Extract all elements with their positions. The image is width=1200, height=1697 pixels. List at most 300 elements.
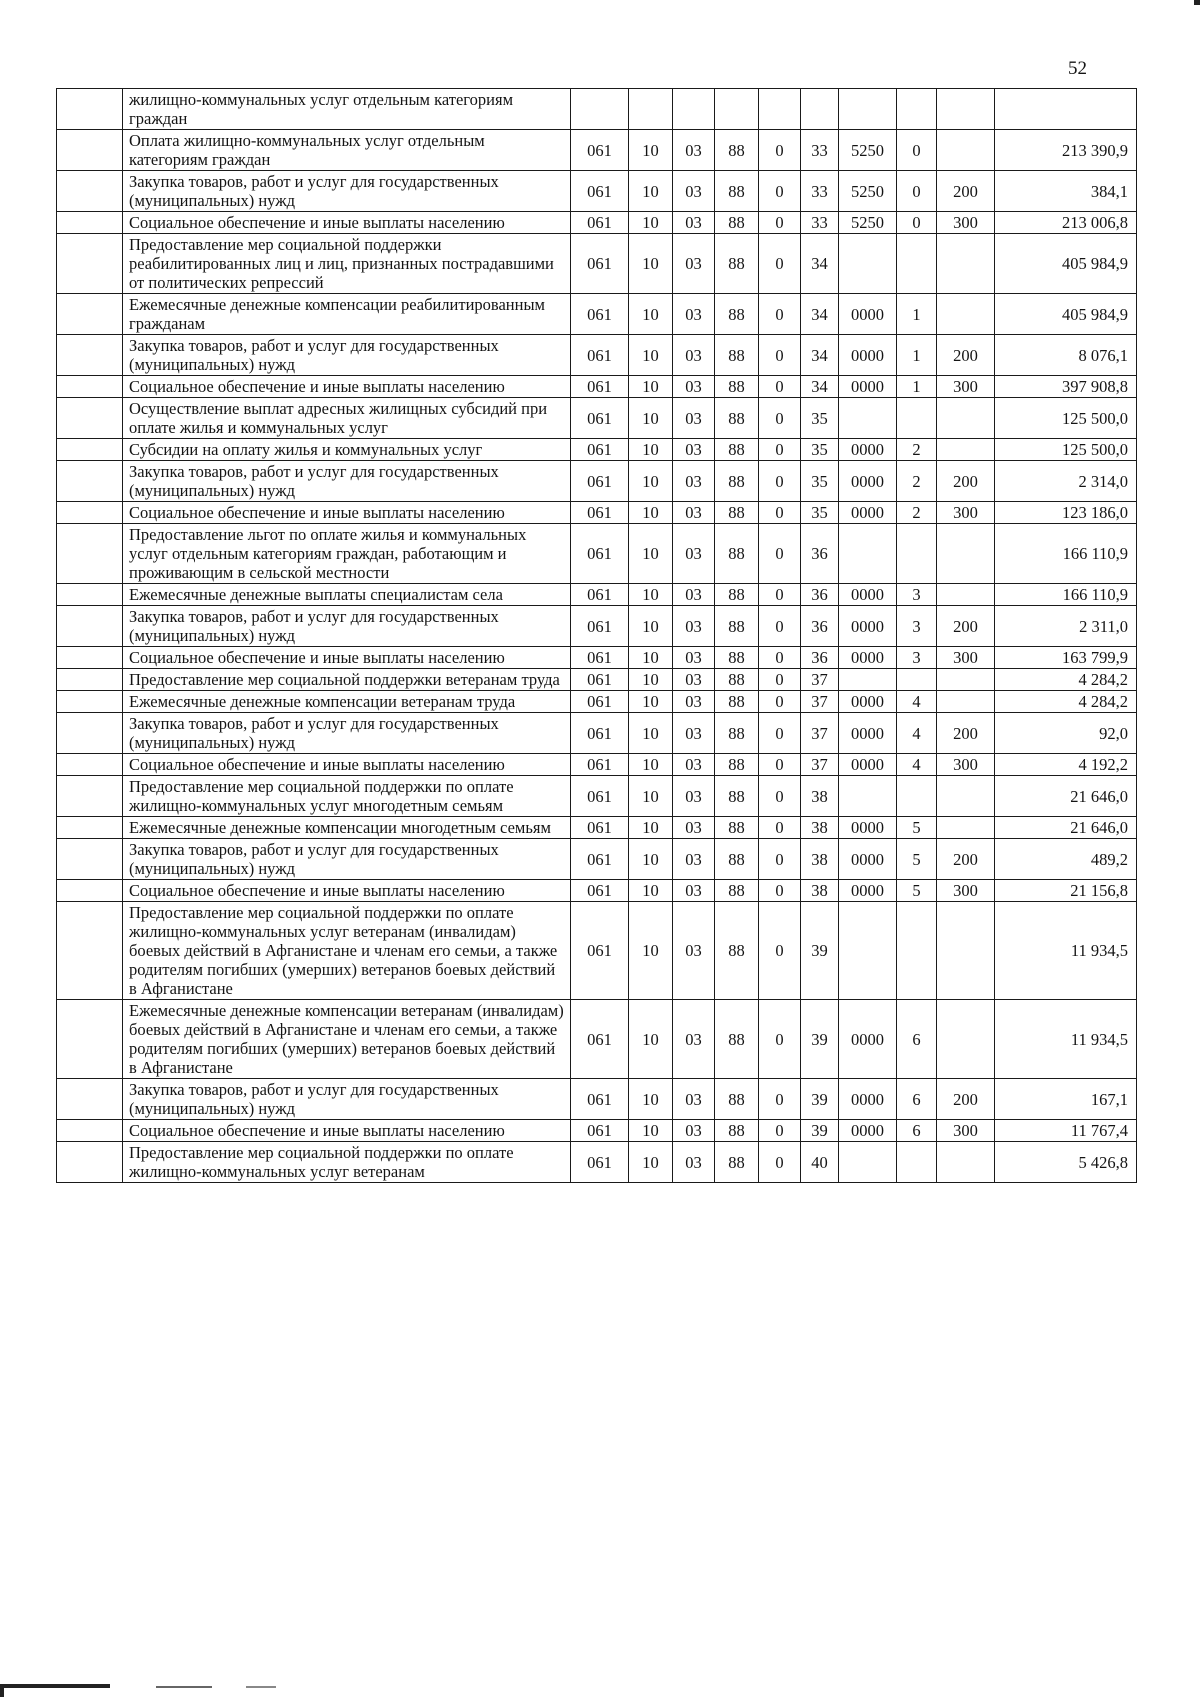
code-cell-rz: 10: [629, 902, 673, 1000]
code-cell-p3: 37: [801, 691, 839, 713]
code-cell-p2: 0: [759, 713, 801, 754]
code-cell-p5: [897, 234, 937, 294]
amount-cell: 405 984,9: [995, 234, 1137, 294]
code-cell-p2: 0: [759, 902, 801, 1000]
table-row: [57, 713, 1137, 754]
code-cell-p1: 88: [715, 524, 759, 584]
code-cell-p4: 0000: [839, 647, 897, 669]
code-cell-p1: 88: [715, 1142, 759, 1183]
code-cell-p1: 88: [715, 1079, 759, 1120]
expense-name-cell: Социальное обеспечение и иные выплаты населению: [123, 212, 571, 234]
row-number-cell: [57, 584, 123, 606]
code-cell-pr: 03: [673, 691, 715, 713]
code-cell-p2: 0: [759, 817, 801, 839]
expense-name-cell: Закупка товаров, работ и услуг для государственных (муниципальных) нужд: [123, 713, 571, 754]
code-cell-p1: 88: [715, 584, 759, 606]
code-cell-p1: 88: [715, 1000, 759, 1079]
code-cell-p1: 88: [715, 212, 759, 234]
code-cell-p5: 0: [897, 171, 937, 212]
row-number-cell: [57, 1142, 123, 1183]
expense-name-cell: Социальное обеспечение и иные выплаты населению: [123, 1120, 571, 1142]
expense-name-cell: Предоставление мер социальной поддержки реабилитированных лиц и лиц, признанных пострадавшими от политических репрессий: [123, 234, 571, 294]
code-cell-pr: 03: [673, 647, 715, 669]
table-row: [57, 754, 1137, 776]
code-cell-pr: 03: [673, 398, 715, 439]
code-cell-p3: 33: [801, 130, 839, 171]
row-number-cell: [57, 130, 123, 171]
code-cell-p2: 0: [759, 584, 801, 606]
code-cell-p3: 33: [801, 212, 839, 234]
code-cell-pr: [673, 89, 715, 130]
code-cell-ved: 061: [571, 1142, 629, 1183]
table-row: [57, 647, 1137, 669]
code-cell-p3: 36: [801, 606, 839, 647]
table-row: [57, 461, 1137, 502]
expense-name-cell: Ежемесячные денежные компенсации ветеранам (инвалидам) боевых действий в Афганистане и членам его семьи, а также родителям погибших (умерших) ветеранов боевых действий в Афганистане: [123, 1000, 571, 1079]
code-cell-ved: 061: [571, 902, 629, 1000]
code-cell-rz: 10: [629, 1000, 673, 1079]
amount-cell: 384,1: [995, 171, 1137, 212]
code-cell-pr: 03: [673, 1120, 715, 1142]
table-row: [57, 691, 1137, 713]
code-cell-p4: [839, 398, 897, 439]
code-cell-p2: 0: [759, 1000, 801, 1079]
code-cell-p1: 88: [715, 754, 759, 776]
table-row: [57, 335, 1137, 376]
code-cell-p1: 88: [715, 294, 759, 335]
code-cell-p5: [897, 398, 937, 439]
table-row: [57, 606, 1137, 647]
code-cell-vr: 200: [937, 171, 995, 212]
row-number-cell: [57, 335, 123, 376]
code-cell-ved: 061: [571, 776, 629, 817]
code-cell-rz: 10: [629, 439, 673, 461]
expense-name-cell: Предоставление мер социальной поддержки по оплате жилищно-коммунальных услуг ветеранам (инвалидам) боевых действий в Афганистане и членам его семьи, а также родителям погибших (умерших) ветеранов боевых действий в Афганистане: [123, 902, 571, 1000]
code-cell-p2: 0: [759, 524, 801, 584]
table-row: [57, 584, 1137, 606]
code-cell-p1: 88: [715, 376, 759, 398]
code-cell-p3: 35: [801, 439, 839, 461]
code-cell-p5: 5: [897, 839, 937, 880]
row-number-cell: [57, 1120, 123, 1142]
scan-edge-mark: [156, 1686, 212, 1688]
code-cell-ved: 061: [571, 335, 629, 376]
expense-name-cell: Оплата жилищно-коммунальных услуг отдельным категориям граждан: [123, 130, 571, 171]
code-cell-rz: 10: [629, 335, 673, 376]
table-row: [57, 502, 1137, 524]
row-number-cell: [57, 776, 123, 817]
code-cell-p3: 34: [801, 294, 839, 335]
code-cell-p4: 0000: [839, 376, 897, 398]
code-cell-pr: 03: [673, 817, 715, 839]
expense-name-cell: Закупка товаров, работ и услуг для государственных (муниципальных) нужд: [123, 839, 571, 880]
code-cell-p1: 88: [715, 439, 759, 461]
table-row: [57, 902, 1137, 1000]
amount-cell: 397 908,8: [995, 376, 1137, 398]
code-cell-vr: 300: [937, 647, 995, 669]
row-number-cell: [57, 817, 123, 839]
code-cell-p2: 0: [759, 439, 801, 461]
table-row: [57, 234, 1137, 294]
code-cell-ved: 061: [571, 647, 629, 669]
code-cell-p2: 0: [759, 1079, 801, 1120]
code-cell-vr: 200: [937, 461, 995, 502]
code-cell-p4: 0000: [839, 817, 897, 839]
row-number-cell: [57, 212, 123, 234]
code-cell-p3: 38: [801, 776, 839, 817]
amount-cell: [995, 89, 1137, 130]
code-cell-p3: 39: [801, 1000, 839, 1079]
code-cell-p1: 88: [715, 1120, 759, 1142]
code-cell-p1: [715, 89, 759, 130]
code-cell-p4: 0000: [839, 880, 897, 902]
code-cell-rz: 10: [629, 1079, 673, 1120]
code-cell-p4: 0000: [839, 584, 897, 606]
row-number-cell: [57, 439, 123, 461]
table-row: [57, 376, 1137, 398]
code-cell-vr: [937, 398, 995, 439]
scan-edge-mark: [0, 1684, 110, 1688]
code-cell-pr: 03: [673, 212, 715, 234]
row-number-cell: [57, 234, 123, 294]
code-cell-p1: 88: [715, 398, 759, 439]
expense-name-cell: Ежемесячные денежные компенсации ветеранам труда: [123, 691, 571, 713]
code-cell-p2: 0: [759, 376, 801, 398]
code-cell-p1: 88: [715, 817, 759, 839]
code-cell-p4: 0000: [839, 1000, 897, 1079]
table-row: [57, 89, 1137, 130]
code-cell-ved: 061: [571, 713, 629, 754]
expense-name-cell: жилищно-коммунальных услуг отдельным категориям граждан: [123, 89, 571, 130]
code-cell-p5: [897, 776, 937, 817]
code-cell-pr: 03: [673, 376, 715, 398]
code-cell-rz: 10: [629, 713, 673, 754]
code-cell-p2: 0: [759, 502, 801, 524]
row-number-cell: [57, 502, 123, 524]
code-cell-pr: 03: [673, 335, 715, 376]
amount-cell: 166 110,9: [995, 524, 1137, 584]
code-cell-p2: 0: [759, 294, 801, 335]
code-cell-rz: 10: [629, 754, 673, 776]
expense-name-cell: Предоставление мер социальной поддержки ветеранам труда: [123, 669, 571, 691]
code-cell-vr: 200: [937, 839, 995, 880]
row-number-cell: [57, 606, 123, 647]
expense-name-cell: Предоставление мер социальной поддержки по оплате жилищно-коммунальных услуг многодетным семьям: [123, 776, 571, 817]
code-cell-p3: 37: [801, 754, 839, 776]
code-cell-p5: 0: [897, 130, 937, 171]
row-number-cell: [57, 839, 123, 880]
code-cell-p4: 0000: [839, 1079, 897, 1120]
code-cell-p5: [897, 669, 937, 691]
code-cell-p2: 0: [759, 234, 801, 294]
scan-edge-mark: [1194, 0, 1200, 5]
code-cell-p1: 88: [715, 839, 759, 880]
row-number-cell: [57, 880, 123, 902]
table-body: [57, 89, 1137, 1183]
code-cell-p2: 0: [759, 754, 801, 776]
code-cell-p2: 0: [759, 398, 801, 439]
code-cell-p5: 3: [897, 606, 937, 647]
code-cell-vr: 200: [937, 1079, 995, 1120]
code-cell-pr: 03: [673, 584, 715, 606]
code-cell-ved: 061: [571, 234, 629, 294]
code-cell-pr: 03: [673, 524, 715, 584]
code-cell-rz: 10: [629, 461, 673, 502]
code-cell-p3: 34: [801, 335, 839, 376]
code-cell-p4: 0000: [839, 335, 897, 376]
code-cell-ved: 061: [571, 439, 629, 461]
amount-cell: 405 984,9: [995, 294, 1137, 335]
code-cell-p5: 1: [897, 294, 937, 335]
code-cell-p2: 0: [759, 1142, 801, 1183]
table-row: [57, 1120, 1137, 1142]
budget-table: [56, 88, 1137, 1183]
code-cell-vr: 300: [937, 880, 995, 902]
code-cell-p5: 4: [897, 754, 937, 776]
code-cell-p5: [897, 89, 937, 130]
amount-cell: 213 006,8: [995, 212, 1137, 234]
code-cell-vr: 200: [937, 606, 995, 647]
row-number-cell: [57, 1079, 123, 1120]
code-cell-p5: 6: [897, 1079, 937, 1120]
code-cell-rz: 10: [629, 234, 673, 294]
code-cell-p3: 38: [801, 839, 839, 880]
row-number-cell: [57, 669, 123, 691]
code-cell-p2: 0: [759, 130, 801, 171]
code-cell-p5: 2: [897, 461, 937, 502]
code-cell-vr: [937, 1000, 995, 1079]
table-row: [57, 817, 1137, 839]
code-cell-pr: 03: [673, 1142, 715, 1183]
code-cell-rz: 10: [629, 584, 673, 606]
code-cell-p3: 36: [801, 584, 839, 606]
code-cell-rz: 10: [629, 524, 673, 584]
code-cell-p4: [839, 1142, 897, 1183]
amount-cell: 11 767,4: [995, 1120, 1137, 1142]
code-cell-rz: 10: [629, 776, 673, 817]
code-cell-rz: 10: [629, 691, 673, 713]
table-row: [57, 398, 1137, 439]
code-cell-pr: 03: [673, 294, 715, 335]
code-cell-vr: [937, 524, 995, 584]
code-cell-p3: 37: [801, 713, 839, 754]
amount-cell: 125 500,0: [995, 398, 1137, 439]
code-cell-p2: 0: [759, 1120, 801, 1142]
code-cell-pr: 03: [673, 130, 715, 171]
code-cell-pr: 03: [673, 902, 715, 1000]
code-cell-rz: 10: [629, 880, 673, 902]
table-row: [57, 669, 1137, 691]
code-cell-p2: 0: [759, 461, 801, 502]
code-cell-ved: 061: [571, 1120, 629, 1142]
code-cell-vr: [937, 584, 995, 606]
code-cell-pr: 03: [673, 234, 715, 294]
row-number-cell: [57, 902, 123, 1000]
scan-edge-mark: [0, 1684, 4, 1697]
code-cell-ved: 061: [571, 669, 629, 691]
amount-cell: 4 284,2: [995, 669, 1137, 691]
code-cell-vr: [937, 669, 995, 691]
code-cell-p4: [839, 89, 897, 130]
row-number-cell: [57, 398, 123, 439]
code-cell-p1: 88: [715, 130, 759, 171]
row-number-cell: [57, 647, 123, 669]
code-cell-vr: [937, 691, 995, 713]
code-cell-p4: 0000: [839, 439, 897, 461]
code-cell-ved: 061: [571, 294, 629, 335]
code-cell-ved: 061: [571, 606, 629, 647]
code-cell-p1: 88: [715, 606, 759, 647]
code-cell-p3: 36: [801, 524, 839, 584]
code-cell-pr: 03: [673, 776, 715, 817]
code-cell-p4: 0000: [839, 1120, 897, 1142]
code-cell-pr: 03: [673, 669, 715, 691]
code-cell-ved: 061: [571, 880, 629, 902]
code-cell-vr: 300: [937, 376, 995, 398]
code-cell-rz: 10: [629, 376, 673, 398]
code-cell-p3: 37: [801, 669, 839, 691]
expense-name-cell: Социальное обеспечение и иные выплаты населению: [123, 376, 571, 398]
code-cell-p4: 0000: [839, 461, 897, 502]
amount-cell: 166 110,9: [995, 584, 1137, 606]
code-cell-vr: [937, 234, 995, 294]
code-cell-p4: [839, 669, 897, 691]
amount-cell: 11 934,5: [995, 1000, 1137, 1079]
code-cell-p4: [839, 902, 897, 1000]
expense-name-cell: Социальное обеспечение и иные выплаты населению: [123, 880, 571, 902]
code-cell-p2: 0: [759, 880, 801, 902]
code-cell-vr: 300: [937, 502, 995, 524]
code-cell-p3: 35: [801, 398, 839, 439]
code-cell-p5: 2: [897, 439, 937, 461]
code-cell-p4: 5250: [839, 212, 897, 234]
code-cell-rz: 10: [629, 817, 673, 839]
code-cell-p1: 88: [715, 234, 759, 294]
code-cell-vr: [937, 130, 995, 171]
code-cell-p3: 40: [801, 1142, 839, 1183]
code-cell-p4: 5250: [839, 171, 897, 212]
code-cell-rz: 10: [629, 606, 673, 647]
code-cell-rz: 10: [629, 130, 673, 171]
code-cell-p5: 3: [897, 647, 937, 669]
code-cell-rz: 10: [629, 1142, 673, 1183]
code-cell-p1: 88: [715, 461, 759, 502]
amount-cell: 8 076,1: [995, 335, 1137, 376]
code-cell-p5: [897, 902, 937, 1000]
code-cell-p1: 88: [715, 776, 759, 817]
row-number-cell: [57, 713, 123, 754]
code-cell-ved: 061: [571, 502, 629, 524]
amount-cell: 123 186,0: [995, 502, 1137, 524]
expense-name-cell: Субсидии на оплату жилья и коммунальных услуг: [123, 439, 571, 461]
code-cell-p3: 36: [801, 647, 839, 669]
amount-cell: 213 390,9: [995, 130, 1137, 171]
code-cell-p3: 39: [801, 1120, 839, 1142]
code-cell-p4: 5250: [839, 130, 897, 171]
code-cell-rz: [629, 89, 673, 130]
code-cell-vr: [937, 294, 995, 335]
expense-name-cell: Социальное обеспечение и иные выплаты населению: [123, 647, 571, 669]
row-number-cell: [57, 294, 123, 335]
code-cell-p3: 35: [801, 461, 839, 502]
code-cell-ved: 061: [571, 171, 629, 212]
code-cell-vr: 300: [937, 754, 995, 776]
code-cell-p5: 4: [897, 691, 937, 713]
code-cell-p3: 39: [801, 1079, 839, 1120]
code-cell-p4: 0000: [839, 839, 897, 880]
code-cell-ved: 061: [571, 398, 629, 439]
amount-cell: 163 799,9: [995, 647, 1137, 669]
amount-cell: 2 311,0: [995, 606, 1137, 647]
code-cell-pr: 03: [673, 171, 715, 212]
code-cell-p5: 3: [897, 584, 937, 606]
code-cell-p5: 1: [897, 376, 937, 398]
code-cell-p3: 39: [801, 902, 839, 1000]
code-cell-ved: 061: [571, 691, 629, 713]
code-cell-p2: 0: [759, 606, 801, 647]
code-cell-rz: 10: [629, 502, 673, 524]
code-cell-vr: 200: [937, 335, 995, 376]
code-cell-p2: 0: [759, 669, 801, 691]
row-number-cell: [57, 461, 123, 502]
code-cell-p1: 88: [715, 171, 759, 212]
code-cell-p4: [839, 776, 897, 817]
code-cell-ved: 061: [571, 584, 629, 606]
scan-edge-mark: [246, 1686, 276, 1688]
code-cell-p4: 0000: [839, 294, 897, 335]
code-cell-p5: 2: [897, 502, 937, 524]
code-cell-rz: 10: [629, 647, 673, 669]
code-cell-pr: 03: [673, 880, 715, 902]
code-cell-p4: 0000: [839, 606, 897, 647]
expense-name-cell: Социальное обеспечение и иные выплаты населению: [123, 754, 571, 776]
code-cell-p4: 0000: [839, 691, 897, 713]
code-cell-p3: 34: [801, 234, 839, 294]
code-cell-p3: 35: [801, 502, 839, 524]
amount-cell: 4 284,2: [995, 691, 1137, 713]
amount-cell: 2 314,0: [995, 461, 1137, 502]
row-number-cell: [57, 754, 123, 776]
table-row: [57, 439, 1137, 461]
code-cell-p3: 34: [801, 376, 839, 398]
expense-name-cell: Закупка товаров, работ и услуг для государственных (муниципальных) нужд: [123, 1079, 571, 1120]
code-cell-p4: [839, 234, 897, 294]
code-cell-p5: 5: [897, 817, 937, 839]
amount-cell: 125 500,0: [995, 439, 1137, 461]
code-cell-p2: 0: [759, 335, 801, 376]
amount-cell: 489,2: [995, 839, 1137, 880]
code-cell-ved: 061: [571, 524, 629, 584]
expense-name-cell: Ежемесячные денежные компенсации многодетным семьям: [123, 817, 571, 839]
code-cell-p3: 38: [801, 817, 839, 839]
code-cell-ved: [571, 89, 629, 130]
expense-name-cell: Предоставление льгот по оплате жилья и коммунальных услуг отдельным категориям граждан, работающим и проживающим в сельской местности: [123, 524, 571, 584]
table-row: [57, 212, 1137, 234]
amount-cell: 21 156,8: [995, 880, 1137, 902]
amount-cell: 4 192,2: [995, 754, 1137, 776]
amount-cell: 92,0: [995, 713, 1137, 754]
code-cell-pr: 03: [673, 1000, 715, 1079]
code-cell-p2: 0: [759, 212, 801, 234]
code-cell-rz: 10: [629, 212, 673, 234]
page-number: 52: [1068, 58, 1087, 79]
expense-name-cell: Предоставление мер социальной поддержки по оплате жилищно-коммунальных услуг ветеранам: [123, 1142, 571, 1183]
code-cell-vr: [937, 902, 995, 1000]
table-row: [57, 1000, 1137, 1079]
code-cell-p5: 6: [897, 1000, 937, 1079]
table-row: [57, 294, 1137, 335]
code-cell-pr: 03: [673, 1079, 715, 1120]
